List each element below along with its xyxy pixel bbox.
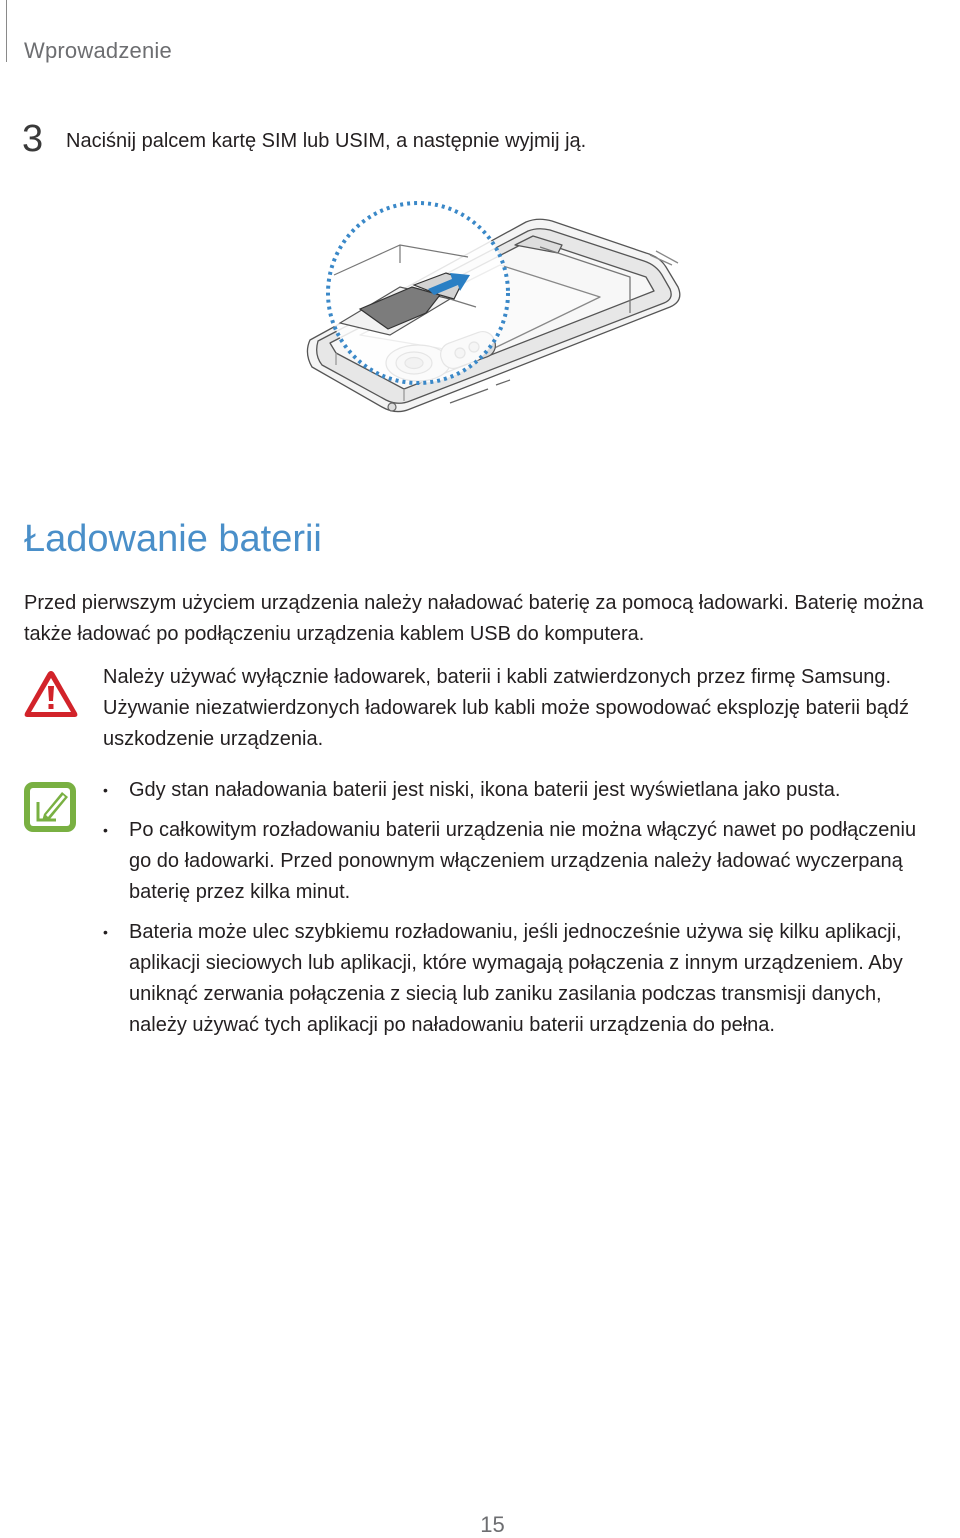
warning-triangle-icon [22, 668, 80, 720]
warning-text [103, 662, 953, 755]
note-line: aplikacji sieciowych lub aplikacji, które wymagają połączenia z innym urządzeniem. Aby [129, 952, 903, 974]
note-line: baterię przez kilka minut. [129, 881, 351, 903]
warning-line: Używanie niezatwierdzonych ładowarek lub kabli może spowodować eksplozję baterii bądź [103, 697, 909, 719]
intro-paragraph [24, 588, 960, 650]
page-edge-line [6, 0, 7, 62]
step-number: 3 [22, 118, 44, 160]
intro-line: także ładować po podłączeniu urządzenia kablem USB do komputera. [24, 623, 645, 645]
warning-line: Należy używać wyłącznie ładowarek, baterii i kabli zatwierdzonych przez firmę Samsung. [103, 666, 892, 688]
warning-line: uszkodzenie urządzenia. [103, 728, 324, 750]
intro-line: Przed pierwszym użyciem urządzenia należy naładować baterię za pomocą ładowarki. Baterię można [24, 592, 924, 614]
sim-removal-illustration [300, 195, 685, 445]
section-label: Wprowadzenie [24, 38, 172, 63]
bullet: • [103, 822, 108, 838]
note-line: Po całkowitym rozładowaniu baterii urządzenia nie można włączyć nawet po podłączeniu [129, 819, 917, 841]
note-line: Gdy stan naładowania baterii jest niski, ikona baterii jest wyświetlana jako pusta. [129, 779, 841, 801]
note-item [103, 917, 960, 1041]
note-item [103, 815, 960, 908]
note-line: Bateria może ulec szybkiemu rozładowaniu, jeśli jednocześnie używa się kilku aplikacji, [129, 921, 902, 943]
note-line: uniknąć zerwania połączenia z siecią lub zaniku zasilania podczas transmisji danych, [129, 983, 882, 1005]
note-line: należy używać tych aplikacji po naładowaniu baterii urządzenia do pełna. [129, 1014, 775, 1036]
note-item [103, 775, 960, 806]
note-line: go do ładowarki. Przed ponownym włączeniem urządzenia należy ładować wyczerpaną [129, 850, 903, 872]
step-text: Naciśnij palcem kartę SIM lub USIM, a następnie wyjmij ją. [66, 130, 587, 152]
section-heading: Ładowanie baterii [24, 518, 322, 560]
page-number: 15 [480, 1512, 505, 1537]
bullet: • [103, 782, 108, 798]
notes-list [103, 775, 960, 1050]
bullet: • [103, 924, 108, 940]
note-pencil-icon [22, 780, 78, 834]
